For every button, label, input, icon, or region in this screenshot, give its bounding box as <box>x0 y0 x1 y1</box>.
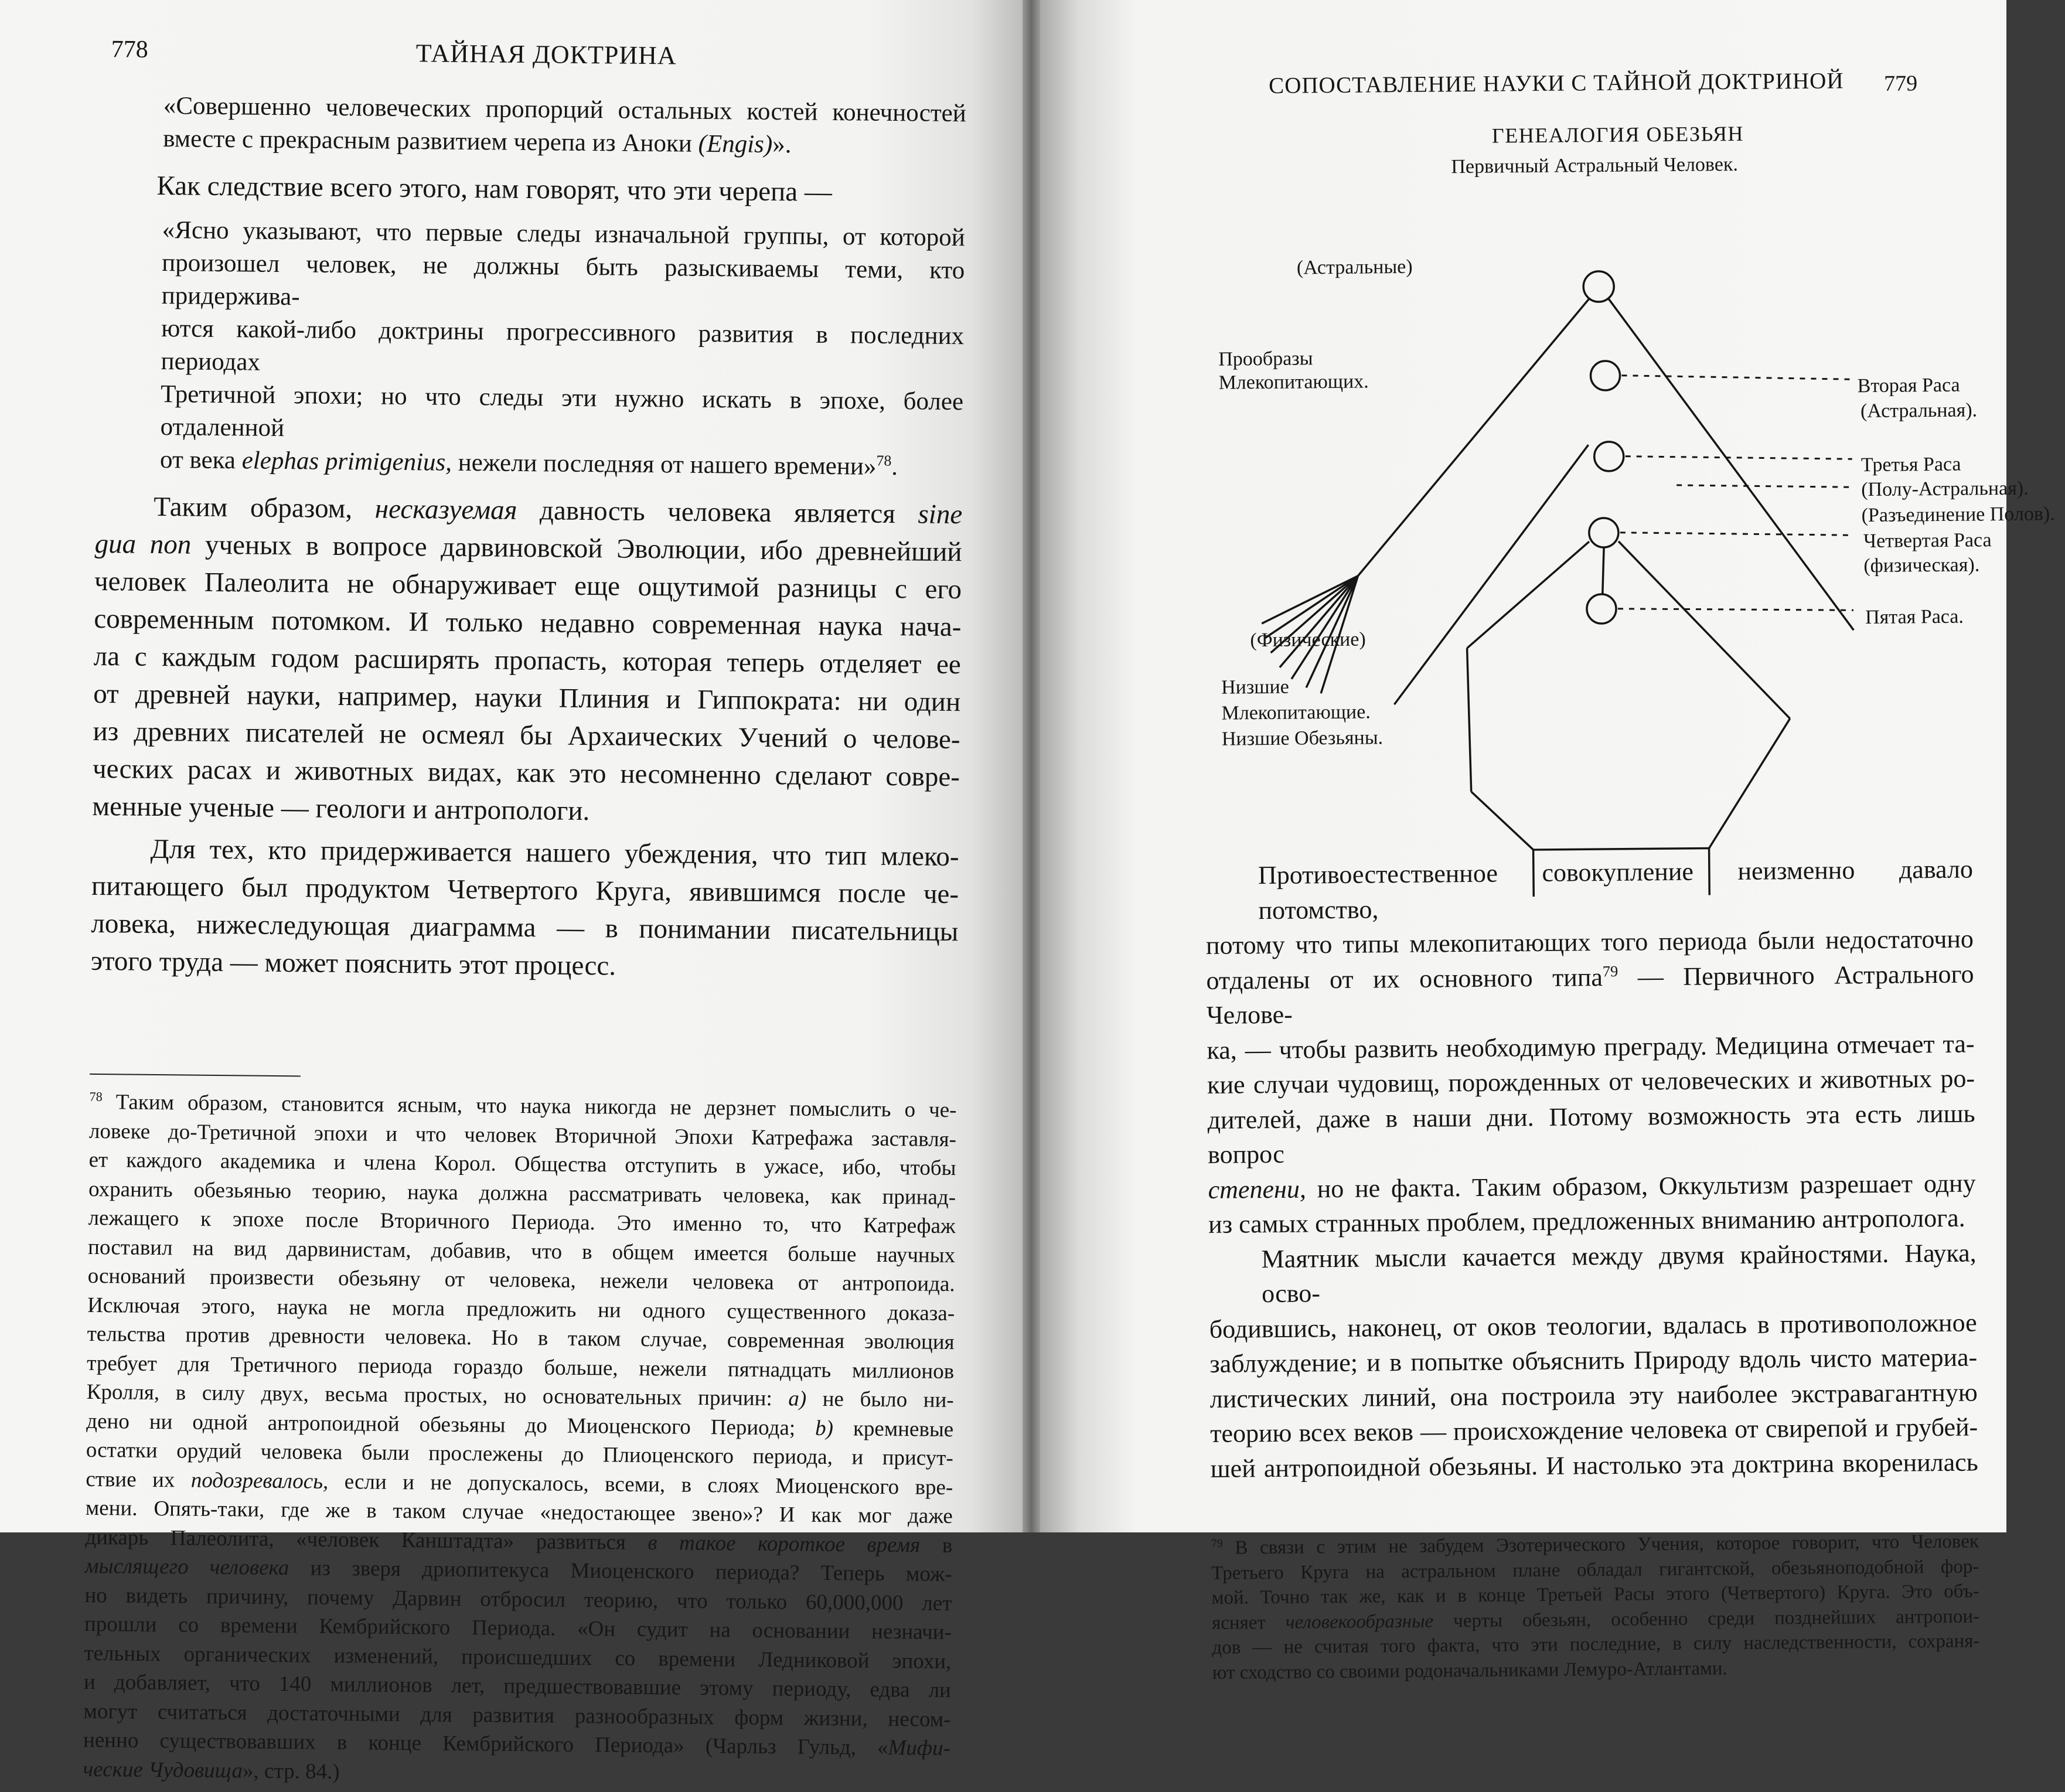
text-line: вместе с прекрасным развитием черепа из Аноки (Engis)». <box>163 125 792 159</box>
text-line: современным потомком. И только недавно современная наука нача- <box>94 603 962 643</box>
text-line: охранить обезьянью теорию, наука должна рассматривать человека, как принад- <box>88 1177 956 1210</box>
text-line: произошел человек, не должны быть разыскиваемы теми, кто придержива- <box>161 249 965 311</box>
text-line: дителей, даже в наши дни. Потому возможность эта есть лишь вопрос <box>1207 1099 1975 1169</box>
diagram-node-race-2 <box>1590 361 1620 390</box>
book-gutter <box>1023 0 1040 1532</box>
label-prototypes: Прообразы <box>1218 348 1313 370</box>
quote-1 <box>98 89 966 163</box>
paragraph-2 <box>92 488 962 833</box>
right-page-content <box>1198 67 2055 1685</box>
text-line: из самых странных проблем, предложенных вниманию антрополога. <box>1208 1203 1965 1239</box>
label-race-3-sub2: (Разъединение Полов). <box>1861 503 2055 527</box>
diagram-subtitle: Первичный Астральный Человек. <box>1451 153 1739 178</box>
left-page-content <box>83 35 967 1792</box>
footnote-78 <box>83 1088 956 1792</box>
label-physical: (Физические) <box>1250 628 1366 652</box>
label-race-3-sub: (Полу-Астральная). <box>1861 477 2029 501</box>
text-line: ла с каждым годом расширять пропасть, которая теперь отделяет ее <box>93 641 962 680</box>
text-line: бодившись, наконец, от оков теологии, вдалась в противоположное <box>1209 1307 1977 1344</box>
text-line: Как следствие всего этого, нам говорят, что эти черепа — <box>156 170 833 208</box>
text-line: отдалены от их основного типа$^{79}$ — Первичного Астрального Челове- <box>1206 959 1974 1030</box>
diagram-node-race-5 <box>1587 594 1616 624</box>
label-race-4: Четвертая Раса <box>1863 529 1992 553</box>
paragraph-3 <box>91 830 959 988</box>
diagram-node-race-4 <box>1589 518 1618 547</box>
page-number-left: 778 <box>111 36 148 63</box>
label-race-4-sub: (физическая). <box>1863 554 1980 577</box>
label-race-3: Третья Раса <box>1860 453 1961 476</box>
label-lower-1: Низшие <box>1221 676 1289 699</box>
diagram-node-race-3 <box>1594 442 1624 471</box>
diagram-title: ГЕНЕАЛОГИЯ ОБЕЗЬЯН <box>1491 121 1744 148</box>
text-line: $^{79}$ В связи с этим не забудем Эзотерического Учения, которое говорит, что Человек <box>1211 1531 1979 1559</box>
text-line: ненно существовавших в конце Кембрийского Периода» (Чарльз Гульд, «Мифи- <box>83 1728 951 1761</box>
text-line: питающего был продуктом Четвертого Круга, явившимся после че- <box>91 870 959 910</box>
label-lower-3: Низшие Обезьяны. <box>1221 727 1384 750</box>
footnote-rule <box>90 1074 301 1076</box>
text-line: дикарь Палеолита, «человек Канштадта» развиться в такое короткое время в <box>85 1525 953 1558</box>
text-line: могут считаться достаточными для развития разнообразных форм жизни, несом- <box>83 1699 951 1732</box>
text-line: Третьего Круга на астральном плане обладал гигантской, обезьяноподобной фор- <box>1211 1555 1979 1584</box>
text-line: но видеть причину, почему Дарвин отбросил теорию, что только 60,000,000 лет <box>84 1583 952 1616</box>
text-line: ка, — чтобы развить необходимую преграду. Медицина отмечает та- <box>1207 1029 1975 1065</box>
text-line: от века elephas primigenius, нежели последняя от нашего времени»$^{78}$. <box>159 446 898 481</box>
text-line: ловека, нижеследующая диаграмма — в понимании писательницы <box>91 908 959 948</box>
text-line: из древних писателей не осмеял бы Архаических Учений о челове- <box>93 716 960 755</box>
text-line: поставил на вид дарвинистам, добавив, что в общем имеется больше научных <box>87 1235 956 1268</box>
text-line: ет каждого академика и члена Корол. Общества отступить в ужасе, ибо, чтобы <box>88 1147 956 1181</box>
paragraph-1 <box>98 166 966 212</box>
text-line: этого труда — может пояснить этот процесс. <box>90 945 616 982</box>
text-line: менные ученые — геологи и антропологи. <box>92 791 590 827</box>
text-line: Кролля, в силу двух, весьма простых, но основательных причин: a) не было ни- <box>86 1379 954 1413</box>
footnote-79 <box>1211 1529 1980 1685</box>
text-line: мыслящего человека из зверя дриопитекуса Миоценского периода? Теперь мож- <box>84 1553 953 1587</box>
text-line: ловеке до-Третичной эпохи и что человек Вторичной Эпохи Катрефажа заставля- <box>88 1119 957 1151</box>
text-line: остатки орудий человека были прослежены до Плиоценского периода, и присут- <box>86 1437 953 1471</box>
genealogy-diagram <box>1199 120 2055 858</box>
text-line: теорию всех веков — происхождение человека от свирепой и грубей- <box>1210 1412 1978 1448</box>
text-line: мени. Опять-таки, где же в таком случае «недостающее звено»? И как мог даже <box>85 1495 953 1529</box>
page-number-right: 779 <box>1884 71 1918 96</box>
text-line: заблуждение; и в попытке объяснить Природу вдоль чисто материа- <box>1209 1343 1978 1378</box>
label-astral: (Астральные) <box>1296 255 1413 279</box>
text-line: кие случаи чудовищ, порожденных от человеческих и животных ро- <box>1207 1064 1975 1099</box>
text-line: Исключая этого, наука не могла предложить ни одного существенного доказа- <box>87 1293 955 1326</box>
right-paragraph-1 <box>1205 852 1977 1242</box>
text-line: ют сходство со своими родоначальниками Лемуро-Атлантами. <box>1212 1657 1727 1684</box>
text-line: «Ясно указывают, что первые следы изначальной группы, от которой <box>162 216 965 252</box>
text-line: от древней науки, например, науки Плиния и Гиппократа: ни один <box>93 678 961 718</box>
quote-2 <box>96 213 965 484</box>
text-line: человек Палеолита не обнаруживает еще ощутимой разницы с его <box>94 565 962 605</box>
left-page <box>0 0 1023 1784</box>
text-line: ясняет человекообразные черты обезьян, особенно среди позднейших антропои- <box>1211 1605 1980 1634</box>
text-line: мой. Точно так же, как и в конце Третьей Расы этого (Четвертого) Круга. Это объ- <box>1211 1580 1979 1609</box>
text-line: прошли со времени Кембрийского Периода. «Он судит на основании незначи- <box>84 1612 952 1645</box>
text-line: дено ни одной антропоидной обезьяны до Миоценского Периода; b) кремневые <box>86 1409 954 1442</box>
text-line: Для тех, кто придерживается нашего убеждения, что тип млеко- <box>150 833 959 873</box>
text-line: шей антропоидной обезьяны. И настолько эта доктрина вкоренилась <box>1210 1447 1978 1483</box>
text-line: Маятник мысли качается между двумя крайностями. Наука, осво- <box>1261 1238 1977 1309</box>
diagram-node-primary <box>1583 271 1614 302</box>
text-line: требует для Третичного периода гораздо больше, нежели пятнадцать миллионов <box>87 1351 955 1384</box>
text-line: потому что типы млекопитающих того периода были недостаточно <box>1205 924 1974 960</box>
label-race-2: Вторая Раса <box>1857 374 1960 397</box>
label-lower-2: Млекопитающие. <box>1221 701 1371 724</box>
text-line: ствие их подозревалось, если и не допускалось, всеми, в слоях Миоценского вре- <box>86 1467 953 1500</box>
text-line: дов — не считая того факта, что эти последние, в силу наследственности, сохраня- <box>1212 1630 1980 1658</box>
text-line: gua non ученых в вопросе дарвиновской Эволюции, ибо древнейший <box>94 528 962 568</box>
text-line: $^{78}$ Таким образом, становится ясным, что наука никогда не дерзнет помыслить о че- <box>89 1089 957 1123</box>
text-line: Третичной эпохи; но что следы эти нужно искать в эпохе, более отдаленной <box>160 380 964 442</box>
text-line: тельства против древности человека. Но в таком случае, современная эволюция <box>87 1321 955 1355</box>
text-line: Таким образом, несказуемая давность человека является sine <box>154 491 963 530</box>
running-head-right: СОПОСТАВЛЕНИЕ НАУКИ С ТАЙНОЙ ДОКТРИНОЙ <box>1269 68 1844 98</box>
text-line: лежащего к эпохе после Вторичного Периода. Это именно то, что Катрефаж <box>88 1205 956 1239</box>
text-line: листических линий, она построила эту наиболее экстравагантную <box>1209 1377 1978 1413</box>
text-line: Противоестественное совокупление неизменно давало потомство, <box>1258 854 1974 925</box>
text-line: ческих расах и животных видах, как это несомненно сделают совре- <box>92 753 960 793</box>
text-line: «Совершенно человеческих пропорций остальных костей конечностей <box>163 92 967 128</box>
running-head-left: ТАЙНАЯ ДОКТРИНА <box>415 39 677 70</box>
label-prototypes-2: Млекопитающих. <box>1218 370 1369 394</box>
text-line: оснований произвести обезьяну от человека, нежели человека от антропоида. <box>87 1263 955 1297</box>
text-line: ются какой-либо доктрины прогрессивного развития в последних периодах <box>161 315 965 376</box>
text-line: степени, но не факта. Таким образом, Оккультизм разрешает одну <box>1208 1168 1976 1204</box>
right-paragraph-2 <box>1208 1235 1978 1486</box>
text-line: и добавляет, что 140 миллионов лет, предшествовавшие этому периоду, едва ли <box>83 1670 952 1703</box>
text-line: ческие Чудовища», стр. 84.) <box>83 1757 340 1784</box>
label-race-2-sub: (Астральная). <box>1860 399 1978 423</box>
text-line: тельных органических изменений, происшедших со времени Ледниковой эпохи, <box>84 1641 952 1674</box>
label-race-5: Пятая Раса. <box>1865 605 1964 629</box>
right-page <box>1040 0 2055 1684</box>
